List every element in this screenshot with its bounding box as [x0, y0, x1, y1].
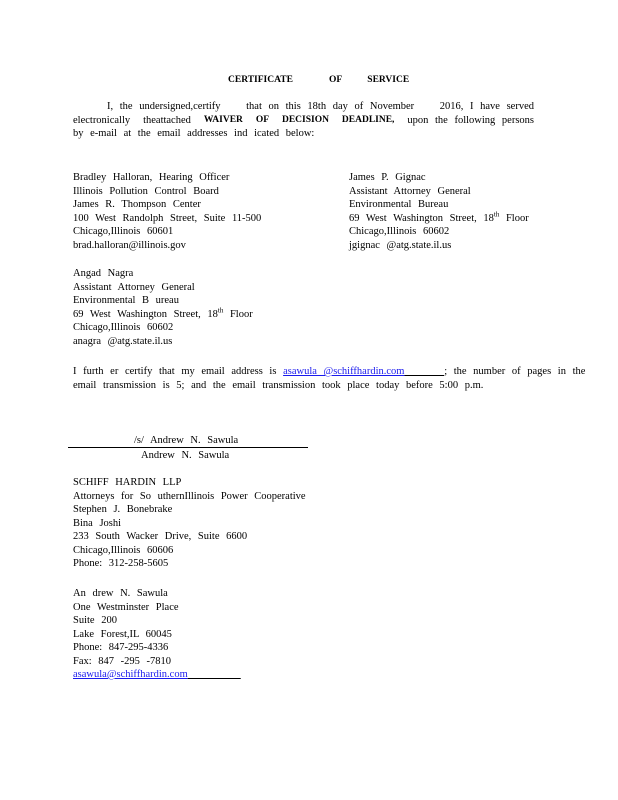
- recipient-bureau: Environmental B ureau: [73, 295, 179, 306]
- signature-line: [68, 447, 308, 448]
- recipient-building: James R. Thompson Center: [73, 199, 201, 210]
- sawula-contact-block: [73, 587, 241, 682]
- email-link[interactable]: asawula @schiffhardin.com: [283, 366, 405, 377]
- recipient-city: Chicago,Illinois 60602: [73, 322, 174, 333]
- further-text: ; the number of pages in the: [444, 366, 586, 377]
- document-title-word: OF: [255, 114, 270, 125]
- intro-text: theattached: [143, 114, 191, 126]
- contact-email-row: [73, 668, 241, 682]
- intro-line-3: by e-mail at the email addresses ind icated below:: [73, 128, 315, 139]
- recipient-bureau: Environmental Bureau: [349, 199, 449, 210]
- recipient-street: 69 West Washington Street, 18th Floor: [349, 210, 529, 224]
- intro-paragraph: [73, 100, 534, 141]
- firm-name: SCHIFF HARDIN LLP: [73, 477, 182, 488]
- intro-text: upon the following persons: [407, 114, 534, 126]
- recipient-title: Assistant Attorney General: [349, 185, 471, 197]
- further-line-2: email transmission is 5; and the email transmission took place today before 5:00 p.m.: [73, 379, 484, 391]
- firm-role: Attorneys for So uthernIllinois Power Cooperative: [73, 490, 306, 502]
- intro-line-2: [73, 114, 534, 128]
- further-certify-paragraph: [73, 365, 586, 392]
- contact-street: One Westminster Place: [73, 601, 179, 613]
- firm-phone: Phone: 312-258-5605: [73, 558, 169, 569]
- intro-text: electronically: [73, 114, 131, 126]
- recipient-street: 100 West Randolph Street, Suite 11-500: [73, 212, 262, 224]
- firm-attorney: Stephen J. Bonebrake: [73, 504, 173, 515]
- intro-text: I, the undersigned,certify: [107, 101, 221, 112]
- recipient-email: anagra @atg.state.il.us: [73, 335, 173, 347]
- recipient-name: Angad Nagra: [73, 268, 134, 279]
- intro-line-1: [73, 100, 534, 114]
- intro-text: that on this 18th day of November: [246, 101, 415, 112]
- recipient-title: Assistant Attorney General: [73, 281, 195, 293]
- recipient-street: 69 West Washington Street, 18th Floor: [73, 306, 253, 320]
- document-title-word: DEADLINE,: [341, 114, 395, 125]
- document-title-word: DECISION: [281, 114, 329, 125]
- firm-city: Chicago,Illinois 60606: [73, 544, 174, 556]
- firm-street: 233 South Wacker Drive, Suite 6600: [73, 531, 248, 542]
- recipient-email: jgignac @atg.state.il.us: [349, 239, 452, 251]
- recipient-city: Chicago,Illinois 60601: [73, 226, 174, 237]
- title-word-of: OF: [328, 75, 343, 85]
- further-line-1: [73, 365, 586, 379]
- recipient-gignac: [349, 171, 529, 252]
- recipient-city: Chicago,Illinois 60602: [349, 226, 450, 237]
- recipient-halloran: [73, 171, 261, 252]
- contact-phone: Phone: 847-295-4336: [73, 642, 169, 653]
- recipient-name: Bradley Halloran, Hearing Officer: [73, 172, 230, 183]
- recipient-org: Illinois Pollution Control Board: [73, 185, 219, 197]
- firm-attorney: Bina Joshi: [73, 517, 122, 529]
- signature-electronic: /s/ Andrew N. Sawula: [134, 435, 239, 446]
- firm-block: [73, 476, 306, 571]
- contact-fax: Fax: 847 -295 -7810: [73, 655, 172, 667]
- contact-email-link[interactable]: asawula@schiffhardin.com: [73, 669, 188, 680]
- title-word-certificate: CERTIFICATE: [228, 75, 293, 85]
- recipient-name: James P. Gignac: [349, 172, 426, 183]
- recipient-nagra: [73, 267, 253, 348]
- contact-city: Lake Forest,IL 60045: [73, 628, 172, 640]
- signature-printed-name: Andrew N. Sawula: [141, 450, 230, 461]
- contact-suite: Suite 200: [73, 615, 117, 626]
- contact-name: An drew N. Sawula: [73, 588, 168, 599]
- certificate-title: [228, 74, 409, 88]
- title-word-service: SERVICE: [367, 75, 410, 85]
- document-title-word: WAIVER: [203, 114, 243, 125]
- recipient-email: brad.halloran@illinois.gov: [73, 239, 186, 251]
- intro-text: 2016, I have served: [439, 101, 534, 112]
- further-text: I furth er certify that my email address is: [73, 366, 277, 377]
